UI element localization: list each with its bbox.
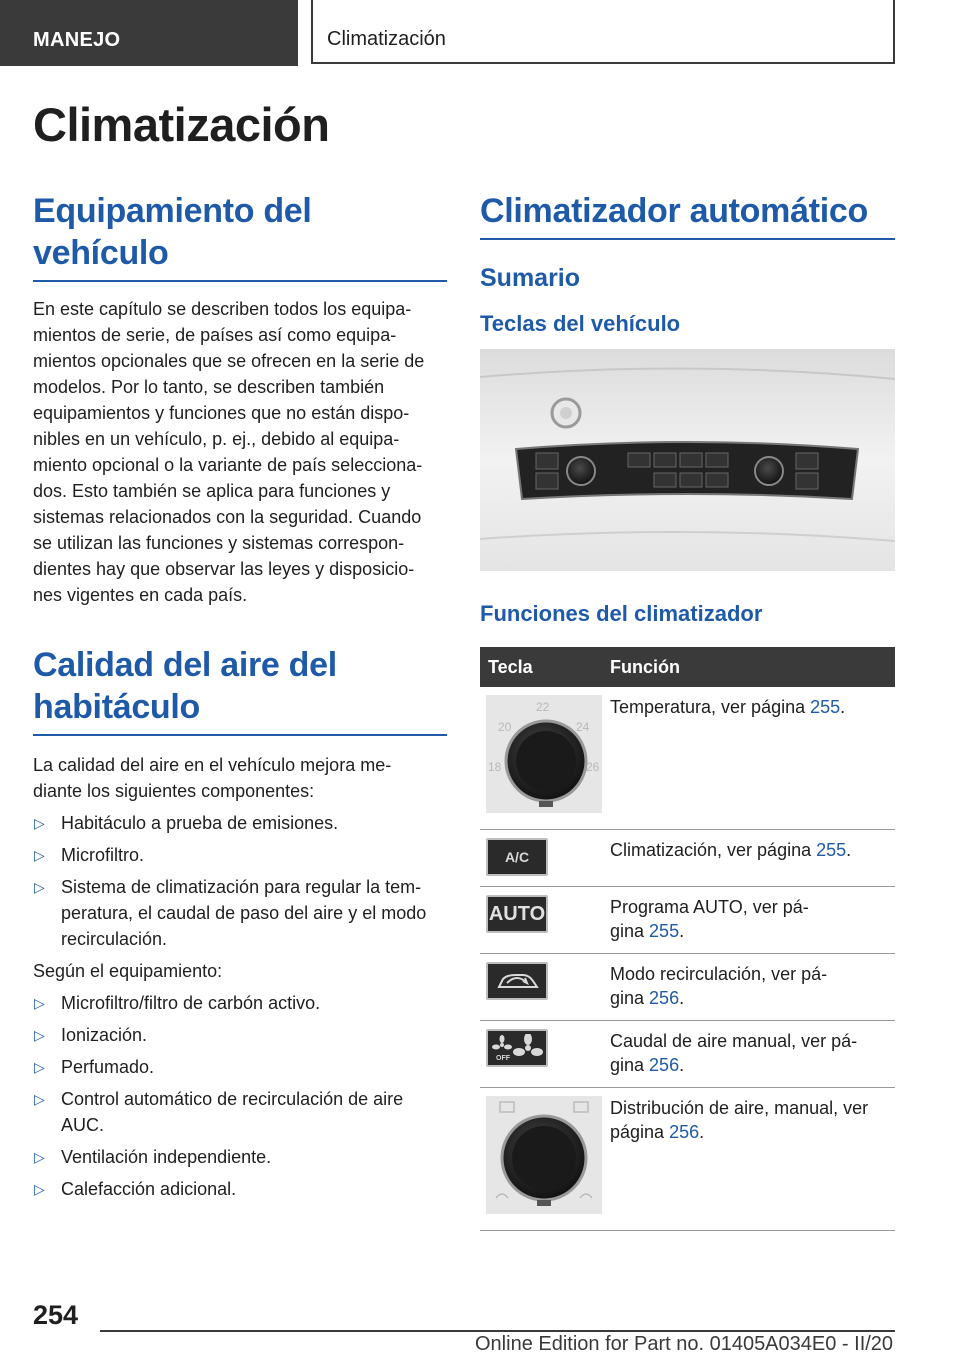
ac-key-icon: A/C <box>486 838 548 876</box>
bullet-triangle-icon: ▷ <box>34 1059 45 1075</box>
summary-heading: Sumario <box>480 264 581 292</box>
air-quality-intro: La calidad del aire en el vehículo mejora me- diante los siguientes componentes: <box>33 755 392 801</box>
table-row <box>480 830 895 887</box>
air-components-list <box>33 810 447 952</box>
page-link[interactable]: 256 <box>649 988 680 1008</box>
fan-speed-key-icon <box>486 1029 548 1067</box>
header-chapter-title: Climatización <box>311 0 895 64</box>
page-link[interactable]: 256 <box>649 1055 680 1075</box>
bullet-triangle-icon: ▷ <box>34 995 45 1011</box>
list-item: ▷ Sistema de climatización para regular la tem- peratura, el caudal de paso del aire y el modo recirculación. <box>33 874 447 952</box>
left-column <box>33 190 447 1202</box>
bullet-triangle-icon: ▷ <box>34 879 45 895</box>
climate-panel-photo <box>480 349 895 571</box>
function-temperature: Temperatura, ver página 255. <box>602 687 895 830</box>
footer-edition: Online Edition for Part no. 01405A034E0 - II/20 <box>475 1333 894 1355</box>
svg-text:24: 24 <box>576 720 590 734</box>
page-number: 254 <box>33 1300 79 1330</box>
list-item: ▷ Habitáculo a prueba de emisiones. <box>33 810 447 836</box>
function-recirculation: Modo recirculación, ver pá- gina 256. <box>602 954 895 1021</box>
vehicle-keys-heading: Teclas del vehículo <box>480 311 681 336</box>
footer-divider <box>100 1330 895 1332</box>
recirculation-key-icon <box>486 962 548 1000</box>
function-air-distribution: Distribución de aire, manual, ver página 256. <box>602 1088 895 1231</box>
svg-text:20: 20 <box>498 720 512 734</box>
climate-functions-table <box>480 647 895 1231</box>
temperature-dial-icon <box>486 695 602 813</box>
bullet-triangle-icon: ▷ <box>34 1149 45 1165</box>
svg-text:18: 18 <box>488 760 502 774</box>
page-link[interactable]: 256 <box>669 1122 700 1142</box>
table-row <box>480 887 895 954</box>
table-row <box>480 1021 895 1088</box>
fan-icon <box>490 1034 544 1062</box>
function-fan: Caudal de aire manual, ver pá- gina 256. <box>602 1021 895 1088</box>
bullet-triangle-icon: ▷ <box>34 1181 45 1197</box>
equipment-paragraph: En este capítulo se describen todos los equipa- mientos de serie, de países así como equipa- mientos opcionales que se ofrecen en la serie de modelos. Por lo tanto, se describen también equipamientos y funciones que no están dispo- nibles en un vehículo, p. ej., debido al equipa- miento opcional o la variante de país selecciona- dos. Esto también se aplica para funciones y sistemas relacionados con la seguridad. Cuando se utilizan las funciones y sistemas correspon- dientes hay que observar las leyes y disposicio- nes vigentes en cada país. <box>33 299 425 605</box>
bullet-triangle-icon: ▷ <box>34 847 45 863</box>
column-header-key: Tecla <box>480 647 602 687</box>
optional-equipment-list <box>33 990 447 1202</box>
svg-text:26: 26 <box>586 760 600 774</box>
column-header-function: Función <box>602 647 895 687</box>
list-item: ▷ Ventilación independiente. <box>33 1144 447 1170</box>
page-link[interactable]: 255 <box>649 921 680 941</box>
list-item: ▷ Perfumado. <box>33 1054 447 1080</box>
bullet-triangle-icon: ▷ <box>34 815 45 831</box>
function-ac: Climatización, ver página 255. <box>602 830 895 887</box>
equipment-heading: Equipamiento del vehículo <box>33 190 447 282</box>
table-row <box>480 954 895 1021</box>
page-link[interactable]: 255 <box>816 840 847 860</box>
list-item: ▷ Microfiltro. <box>33 842 447 868</box>
equipment-label: Según el equipamiento: <box>33 961 223 981</box>
header-section-tab: MANEJO <box>0 0 298 66</box>
list-item: ▷ Ionización. <box>33 1022 447 1048</box>
auto-climate-heading: Climatizador automático <box>480 190 895 240</box>
air-distribution-dial-icon <box>486 1096 602 1214</box>
list-item: ▷ Microfiltro/filtro de carbón activo. <box>33 990 447 1016</box>
page-link[interactable]: 255 <box>810 697 841 717</box>
list-item: ▷ Calefacción adicional. <box>33 1176 447 1202</box>
table-row <box>480 1088 895 1231</box>
table-row <box>480 687 895 830</box>
climate-functions-heading: Funciones del climatizador <box>480 601 763 626</box>
svg-text:22: 22 <box>536 700 550 714</box>
function-auto: Programa AUTO, ver pá- gina 255. <box>602 887 895 954</box>
air-quality-heading: Calidad del aire del habitáculo <box>33 644 447 736</box>
page-title: Climatización <box>33 98 330 151</box>
recirculation-car-icon <box>493 969 541 993</box>
auto-key-icon: AUTO <box>486 895 548 933</box>
bullet-triangle-icon: ▷ <box>34 1027 45 1043</box>
list-item: ▷ Control automático de recirculación de aire AUC. <box>33 1086 447 1138</box>
bullet-triangle-icon: ▷ <box>34 1091 45 1107</box>
right-column <box>480 190 895 1231</box>
svg-text:OFF: OFF <box>496 1055 510 1062</box>
